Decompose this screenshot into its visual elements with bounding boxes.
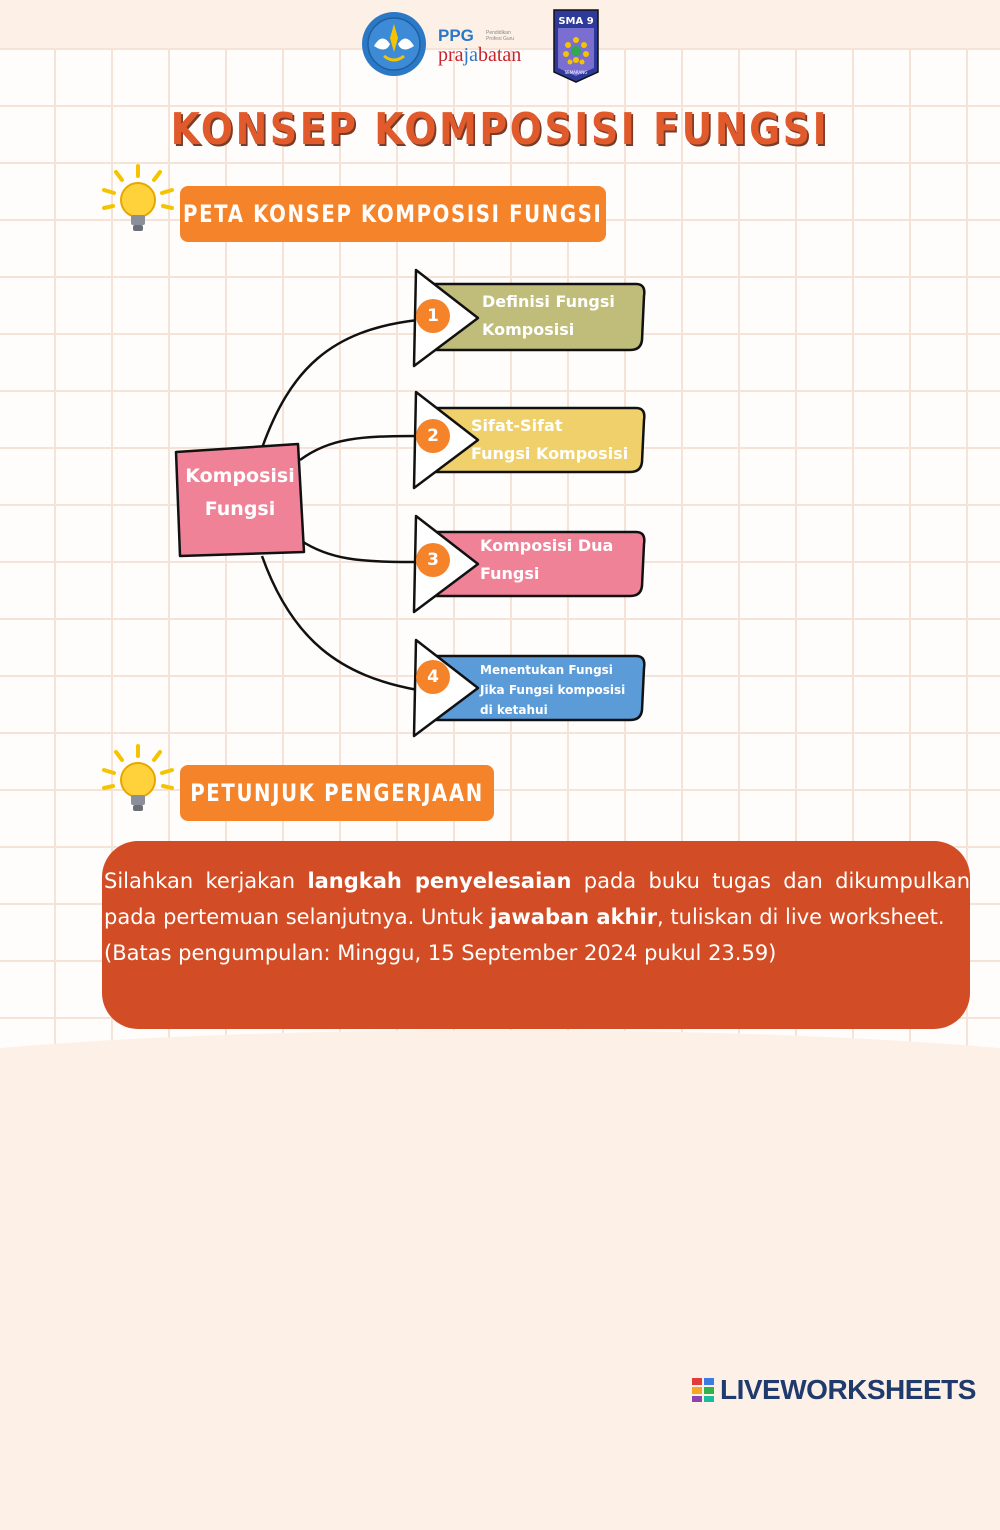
node-label-3	[480, 532, 613, 588]
prajabatan-post: batan	[477, 44, 522, 66]
instruction-bold-2: jawaban akhir	[490, 905, 658, 929]
node-label-2	[471, 412, 628, 468]
liveworksheets-logo[interactable]	[692, 1374, 976, 1406]
node-label-1	[482, 288, 615, 344]
node-number-4: 4	[416, 660, 450, 694]
instruction-bold-1: langkah penyelesaian	[307, 869, 572, 893]
node-label-4	[480, 660, 625, 720]
prajabatan-pre: pra	[438, 44, 464, 66]
ppg-label: PPG	[438, 26, 474, 45]
concept-map	[0, 0, 1000, 760]
node-2-line2: Fungsi Komposisi	[471, 444, 629, 463]
ppg-sub-label: Pendidikan Profesi Guru	[486, 30, 515, 42]
node-number-1: 1	[416, 299, 450, 333]
section-label-petunjuk-text: PETUNJUK PENGERJAAN	[190, 779, 484, 807]
instruction-text	[104, 863, 970, 935]
instruction-text-2: pada buku tugas dan dikumpulkan pada pertemuan selanjutnya. Untuk	[104, 869, 970, 929]
page-title: KONSEP KOMPOSISI FUNGSI	[170, 104, 830, 155]
node-1-line2: Komposisi	[482, 320, 575, 339]
center-node-label	[176, 460, 304, 526]
sma-label: SMA 9	[558, 16, 594, 27]
node-3-line2: Fungsi	[480, 564, 540, 583]
prajabatan-ja: ja	[463, 44, 478, 66]
node-1-line1: Definisi Fungsi	[482, 292, 615, 311]
node-4-line1: Menentukan Fungsi	[480, 663, 613, 677]
instruction-text-1: Silahkan kerjakan	[104, 869, 308, 893]
section-label-petunjuk	[180, 765, 494, 821]
instruction-box	[102, 841, 970, 1029]
node-4-line2: Jika Fungsi komposisi	[480, 683, 626, 697]
liveworksheets-brand: LIVEWORKSHEETS	[720, 1374, 976, 1405]
node-number-3: 3	[416, 543, 450, 577]
center-node-line2: Fungsi	[204, 498, 276, 520]
instruction-deadline: (Batas pengumpulan: Minggu, 15 September 2024 pukul 23.59)	[104, 941, 777, 965]
instruction-text-3: , tuliskan di live worksheet.	[657, 905, 945, 929]
node-2-line1: Sifat-Sifat	[471, 416, 563, 435]
sma-city-label: SEMARANG	[564, 70, 588, 75]
node-3-line1: Komposisi Dua	[480, 536, 614, 555]
center-node-line1: Komposisi	[185, 465, 295, 487]
lightbulb-icon	[98, 742, 178, 818]
liveworksheets-icon	[692, 1378, 714, 1402]
bottom-wave-background	[0, 1030, 1000, 1530]
node-4-line3: di ketahui	[480, 703, 548, 717]
node-number-2: 2	[416, 419, 450, 453]
section-label-peta-konsep-text: PETA KONSEP KOMPOSISI FUNGSI	[183, 200, 603, 228]
